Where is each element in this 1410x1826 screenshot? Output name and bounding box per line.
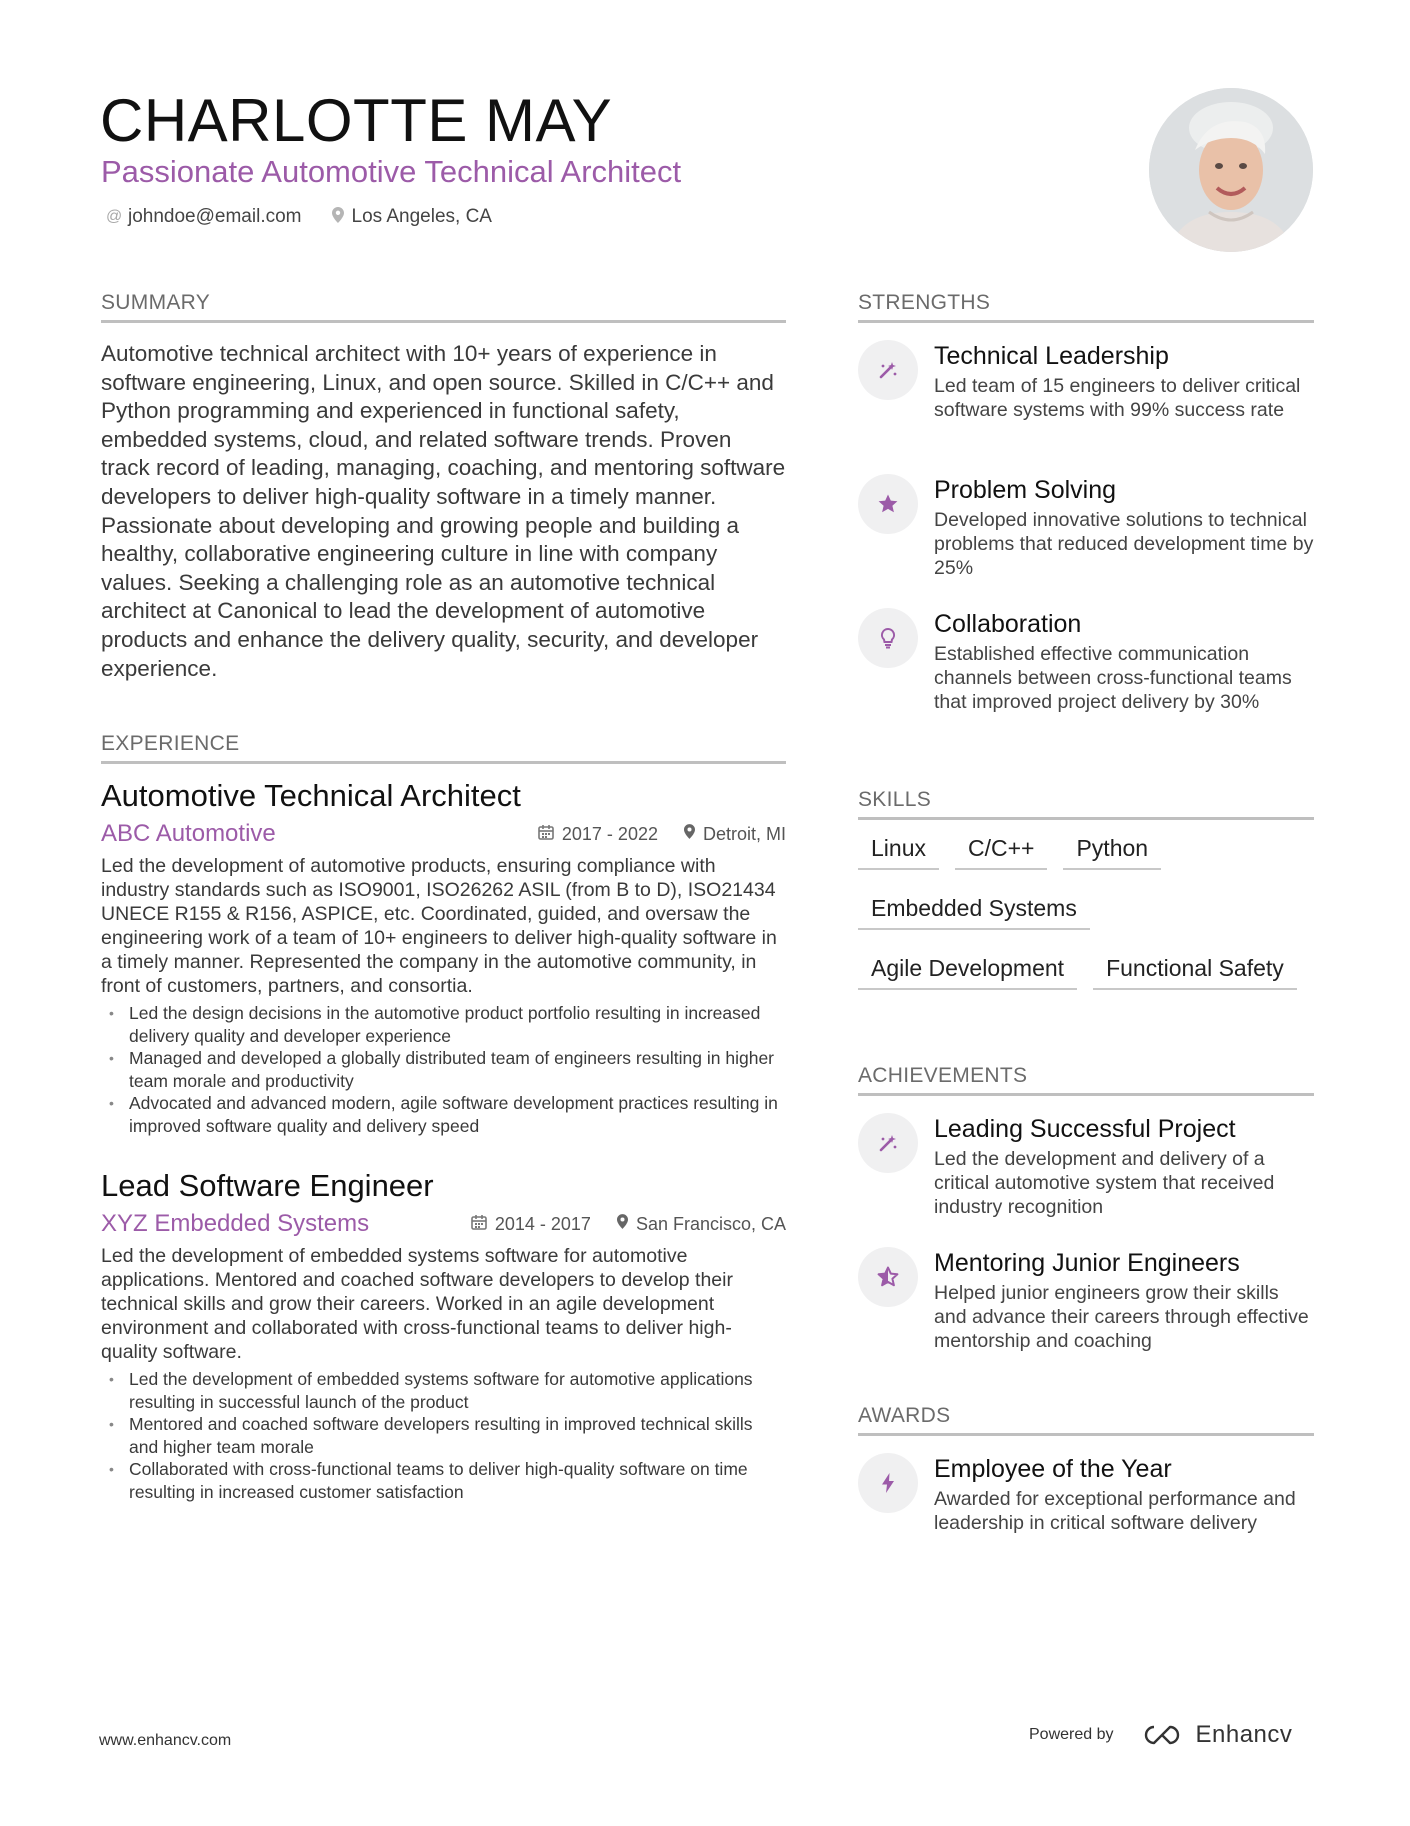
list-item: • Led the design decisions in the automotive product portfolio resulting in increased delivery quality and developer experience <box>101 1002 786 1047</box>
strength-item <box>858 340 1314 422</box>
list-item: • Collaborated with cross-functional teams to deliver high-quality software on time resulting in increased customer satisfaction <box>101 1458 786 1503</box>
job-location: San Francisco, CA <box>635 1213 786 1234</box>
lightbulb-icon <box>858 608 918 668</box>
award-item <box>858 1453 1314 1535</box>
awards-heading: AWARDS <box>858 1403 1314 1436</box>
location-pin-icon <box>617 1214 628 1234</box>
calendar-icon <box>538 824 554 845</box>
strengths-heading: STRENGTHS <box>858 290 1314 323</box>
profile-photo <box>1149 88 1313 252</box>
skill-tag: C/C++ <box>955 830 1047 870</box>
achievements-heading: ACHIEVEMENTS <box>858 1063 1314 1096</box>
achievement-item <box>858 1247 1314 1353</box>
contact-email[interactable] <box>106 206 302 228</box>
summary-heading: SUMMARY <box>101 290 786 323</box>
skills-heading: SKILLS <box>858 787 1314 820</box>
strength-description: Led team of 15 engineers to deliver critical software systems with 99% success rate <box>934 375 1301 421</box>
location-pin-icon <box>330 207 346 228</box>
skills-list <box>858 830 1318 1010</box>
achievement-description: Led the development and delivery of a critical automotive system that received industry recognition <box>934 1148 1275 1218</box>
job-description: Led the development of automotive products, ensuring compliance with industry standards such as ISO9001, ISO26262 ASIL (from B to D), ISO21434 UNECE R155 & R156, ASPICE, etc. Coordinated, guided, and oversaw the engineering work of a team of 10+ engineers to deliver high-quality software in a timely manner. Represented the company in the automotive community, in front of customers, partners, and consortia. <box>101 855 777 997</box>
powered-by-text: Powered by <box>1029 1726 1114 1743</box>
brand-name: Enhancv <box>1195 1721 1293 1748</box>
experience-entry <box>101 1166 786 1503</box>
skill-tag: Embedded Systems <box>858 890 1090 930</box>
list-item: • Mentored and coached software developers resulting in improved technical skills and higher team morale <box>101 1413 786 1458</box>
job-meta <box>101 818 786 850</box>
achievement-description: Helped junior engineers grow their skills and advance their careers through effective mentorship and coaching <box>934 1282 1309 1352</box>
calendar-icon <box>471 1214 487 1235</box>
footer-branding <box>1029 1721 1292 1749</box>
job-title: Lead Software Engineer <box>101 1168 434 1203</box>
company-name: ABC Automotive <box>101 820 276 847</box>
magic-wand-icon <box>858 340 918 400</box>
job-dates: 2017 - 2022 <box>561 823 658 844</box>
strength-description: Established effective communication channels between cross-functional teams that improved project delivery by 30% <box>934 643 1292 713</box>
at-icon: @ <box>106 208 123 225</box>
skill-tag: Python <box>1063 830 1161 870</box>
lightning-icon <box>858 1453 918 1513</box>
job-bullets <box>101 1002 786 1137</box>
award-title: Employee of the Year <box>934 1455 1172 1483</box>
summary-text: Automotive technical architect with 10+ years of experience in software engineering, Linux, and open source. Skilled in C/C++ and Python programming and experienced in functional safety, embedded systems, cloud, and related software trends. Proven track record of leading, managing, coaching, and mentoring software developers to deliver high-quality software in a timely manner. Passionate about developing and growing people and building a healthy, collaborative engineering culture in line with company values. Seeking a challenging role as an automotive technical architect at Canonical to lead the development of automotive products and enhance the delivery quality, security, and developer experience. <box>101 341 786 681</box>
location-text: Los Angeles, CA <box>351 206 492 227</box>
experience-heading: EXPERIENCE <box>101 731 786 764</box>
list-item: • Advocated and advanced modern, agile software development practices resulting in improved software quality and delivery speed <box>101 1092 786 1137</box>
star-icon <box>858 474 918 534</box>
job-bullets <box>101 1368 786 1503</box>
job-title: Automotive Technical Architect <box>101 778 521 813</box>
skill-tag: Agile Development <box>858 950 1077 990</box>
contact-location <box>330 206 492 228</box>
skill-tag: Linux <box>858 830 939 870</box>
job-location: Detroit, MI <box>702 823 786 844</box>
magic-wand-icon <box>858 1113 918 1173</box>
strength-item <box>858 474 1314 580</box>
job-dates: 2014 - 2017 <box>494 1213 591 1234</box>
company-name: XYZ Embedded Systems <box>101 1210 370 1237</box>
award-description: Awarded for exceptional performance and leadership in critical software delivery <box>934 1488 1296 1534</box>
strength-title: Technical Leadership <box>934 342 1169 370</box>
candidate-title: Passionate Automotive Technical Architect <box>101 154 682 189</box>
job-meta <box>101 1208 786 1240</box>
candidate-name: CHARLOTTE MAY <box>100 87 613 154</box>
achievement-title: Leading Successful Project <box>934 1115 1236 1143</box>
job-description: Led the development of embedded systems software for automotive applications. Mentored and coached software developers to develop their technical skills and grow their careers. Worked in an agile development environment and collaborated with cross-functional teams to deliver high-quality software. <box>101 1245 733 1363</box>
achievement-title: Mentoring Junior Engineers <box>934 1249 1240 1277</box>
star-half-icon <box>858 1247 918 1307</box>
email-text: johndoe@email.com <box>128 206 302 227</box>
strength-title: Collaboration <box>934 610 1082 638</box>
achievement-item <box>858 1113 1314 1219</box>
experience-entry <box>101 776 786 1137</box>
location-pin-icon <box>684 824 695 844</box>
strength-title: Problem Solving <box>934 476 1117 504</box>
footer-website[interactable]: www.enhancv.com <box>99 1732 232 1749</box>
list-item: • Managed and developed a globally distributed team of engineers resulting in higher team morale and productivity <box>101 1047 786 1092</box>
strength-description: Developed innovative solutions to technical problems that reduced development time by 25% <box>934 509 1314 579</box>
enhancv-logo-icon <box>1140 1723 1186 1747</box>
list-item: • Led the development of embedded systems software for automotive applications resulting in successful launch of the product <box>101 1368 786 1413</box>
contact-info <box>106 206 492 228</box>
enhancv-logo[interactable] <box>1140 1721 1293 1749</box>
strength-item <box>858 608 1314 714</box>
skill-tag: Functional Safety <box>1093 950 1297 990</box>
